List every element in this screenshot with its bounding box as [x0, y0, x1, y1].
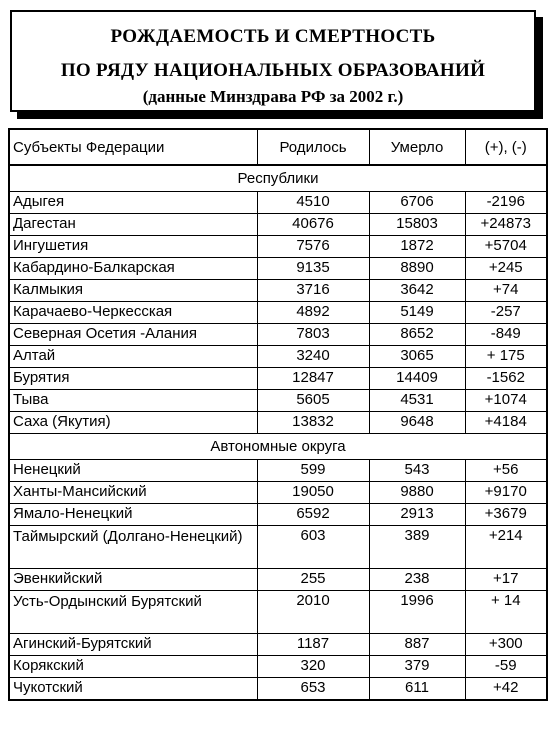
table-row [9, 258, 547, 280]
cell-subject: Бурятия [9, 368, 257, 390]
cell-born: 13832 [257, 412, 369, 434]
table-header-row [9, 129, 547, 165]
cell-died: 389 [369, 526, 465, 569]
cell-diff: +300 [465, 634, 547, 656]
cell-born: 9135 [257, 258, 369, 280]
cell-died: 9880 [369, 482, 465, 504]
cell-subject: Адыгея [9, 192, 257, 214]
cell-diff: +74 [465, 280, 547, 302]
cell-born: 7803 [257, 324, 369, 346]
cell-born: 653 [257, 678, 369, 701]
cell-died: 543 [369, 460, 465, 482]
table-row [9, 192, 547, 214]
section-row-republics [9, 165, 547, 192]
cell-diff: +5704 [465, 236, 547, 258]
cell-diff: + 175 [465, 346, 547, 368]
table-row [9, 591, 547, 634]
cell-diff: +56 [465, 460, 547, 482]
cell-subject: Ингушетия [9, 236, 257, 258]
table-row [9, 634, 547, 656]
cell-subject: Чукотский [9, 678, 257, 701]
cell-died: 611 [369, 678, 465, 701]
table-row [9, 214, 547, 236]
cell-born: 3240 [257, 346, 369, 368]
table-row [9, 460, 547, 482]
cell-died: 4531 [369, 390, 465, 412]
cell-born: 19050 [257, 482, 369, 504]
header-diff: (+), (-) [465, 129, 547, 165]
section-row-okrugs [9, 434, 547, 460]
cell-born: 4510 [257, 192, 369, 214]
section-label: Автономные округа [9, 434, 547, 460]
cell-died: 3065 [369, 346, 465, 368]
cell-born: 320 [257, 656, 369, 678]
page-title-line2: ПО РЯДУ НАЦИОНАЛЬНЫХ ОБРАЗОВАНИЙ [60, 60, 486, 81]
cell-subject: Северная Осетия -Алания [9, 324, 257, 346]
table-row [9, 504, 547, 526]
cell-diff: +245 [465, 258, 547, 280]
cell-born: 1187 [257, 634, 369, 656]
section-label: Республики [9, 165, 547, 192]
cell-born: 3716 [257, 280, 369, 302]
cell-born: 12847 [257, 368, 369, 390]
page-subtitle: (данные Минздрава РФ за 2002 г.) [142, 87, 404, 106]
cell-died: 8652 [369, 324, 465, 346]
cell-died: 238 [369, 569, 465, 591]
table-row [9, 236, 547, 258]
cell-diff: + 14 [465, 591, 547, 634]
cell-subject: Агинский-Бурятский [9, 634, 257, 656]
cell-diff: +24873 [465, 214, 547, 236]
cell-died: 5149 [369, 302, 465, 324]
cell-diff: -59 [465, 656, 547, 678]
cell-subject: Тыва [9, 390, 257, 412]
cell-diff: +3679 [465, 504, 547, 526]
table-row [9, 482, 547, 504]
cell-subject: Карачаево-Черкесская [9, 302, 257, 324]
table-row [9, 390, 547, 412]
cell-subject: Ненецкий [9, 460, 257, 482]
header-died: Умерло [369, 129, 465, 165]
table-row [9, 346, 547, 368]
cell-died: 9648 [369, 412, 465, 434]
cell-born: 255 [257, 569, 369, 591]
cell-diff: -1562 [465, 368, 547, 390]
table-row [9, 678, 547, 701]
cell-diff: +9170 [465, 482, 547, 504]
cell-subject: Эвенкийский [9, 569, 257, 591]
table-row [9, 526, 547, 569]
cell-died: 6706 [369, 192, 465, 214]
cell-died: 379 [369, 656, 465, 678]
table-body [9, 165, 547, 700]
cell-diff: +4184 [465, 412, 547, 434]
cell-subject: Калмыкия [9, 280, 257, 302]
cell-subject: Таймырский (Долгано-Ненецкий) [9, 526, 257, 569]
header-subject: Субъекты Федерации [9, 129, 257, 165]
cell-died: 1996 [369, 591, 465, 634]
table-row [9, 656, 547, 678]
cell-diff: -2196 [465, 192, 547, 214]
table-row [9, 569, 547, 591]
cell-died: 8890 [369, 258, 465, 280]
cell-subject: Ямало-Ненецкий [9, 504, 257, 526]
cell-subject: Алтай [9, 346, 257, 368]
cell-diff: -257 [465, 302, 547, 324]
header-born: Родилось [257, 129, 369, 165]
cell-died: 887 [369, 634, 465, 656]
cell-died: 3642 [369, 280, 465, 302]
cell-diff: -849 [465, 324, 547, 346]
cell-subject: Кабардино-Балкарская [9, 258, 257, 280]
cell-diff: +17 [465, 569, 547, 591]
cell-diff: +1074 [465, 390, 547, 412]
table-row [9, 412, 547, 434]
cell-subject: Усть-Ордынский Бурятский [9, 591, 257, 634]
cell-born: 5605 [257, 390, 369, 412]
cell-diff: +42 [465, 678, 547, 701]
cell-subject: Ханты-Мансийский [9, 482, 257, 504]
cell-born: 6592 [257, 504, 369, 526]
cell-born: 2010 [257, 591, 369, 634]
cell-diff: +214 [465, 526, 547, 569]
table-row [9, 302, 547, 324]
cell-died: 1872 [369, 236, 465, 258]
cell-subject: Корякский [9, 656, 257, 678]
table-row [9, 280, 547, 302]
cell-died: 14409 [369, 368, 465, 390]
title-box [10, 10, 536, 112]
cell-died: 2913 [369, 504, 465, 526]
cell-subject: Саха (Якутия) [9, 412, 257, 434]
cell-subject: Дагестан [9, 214, 257, 236]
birth-death-table [8, 128, 548, 701]
page-title: РОЖДАЕМОСТЬ И СМЕРТНОСТЬ [110, 26, 436, 47]
cell-born: 40676 [257, 214, 369, 236]
cell-born: 7576 [257, 236, 369, 258]
cell-died: 15803 [369, 214, 465, 236]
table-row [9, 324, 547, 346]
table-row [9, 368, 547, 390]
cell-born: 603 [257, 526, 369, 569]
cell-born: 4892 [257, 302, 369, 324]
cell-born: 599 [257, 460, 369, 482]
